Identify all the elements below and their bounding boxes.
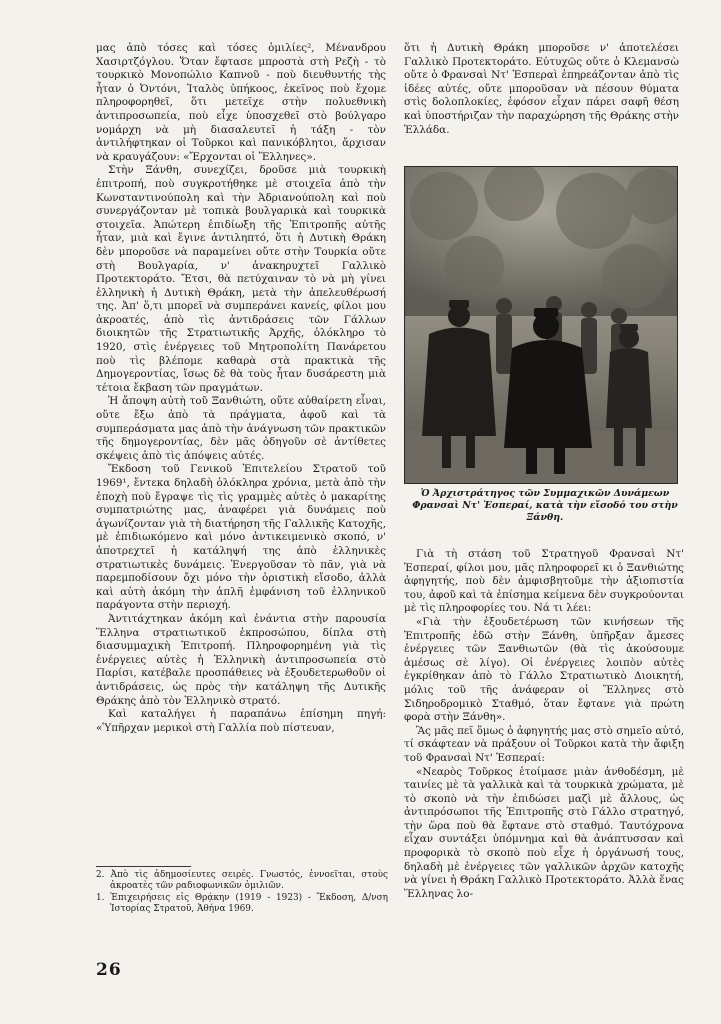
footnote: 1. Ἐπιχειρήσεις εἰς Θρᾴκην (1919 - 1923) - Ἔκδοση, Δ/νση Ἱστορίας Στρατοῦ, Ἀθήνα 1969. [96,892,388,915]
paragraph: «Γιὰ τὴν ἐξουδετέρωση τῶν κινήσεων τῆς Ἐπιτροπῆς ἐδῶ στὴν Ξάνθη, ὑπῆρξαν ἄμεσες ἐνέργειες τῶν Ξανθιωτῶν (θὰ τὶς ἀκούσουμε ἀμέσως σὲ λίγο). Οἱ ἐνέργειες λοιπὸν αὐτὲς ἐγκρίθηκαν ἀπὸ τὸ Γάλλο Στρατιωτικὸ Διοικητή, μόλις τοῦ τῆς ἀνάφεραν οἱ Ἕλληνες στὸ Σιδηροδρομικὸ Σταθμό, ὅταν ἔφτανε γιὰ πρώτη φορὰ στὴν Ξάνθη». [404,615,684,724]
paragraph: Ἔκδοση τοῦ Γενικοῦ Ἐπιτελείου Στρατοῦ τοῦ 1969¹, ἔντεκα δηλαδὴ ὁλόκληρα χρόνια, μετὰ ἀπὸ τὴν ἐποχὴ ποὺ ἔγραψε τὶς τὶς γραμμὲς αὐτὲς ὁ μακαρίτης συμπατριώτης μας, ἀναφέρει γιὰ δυνάμεις ποὺ ἀγωνίζονταν γιὰ τὴ διατήρηση τῆς Γαλλικῆς Κατοχῆς, μὲ ἐπιδιωκόμενο καὶ μόνο ἀντικειμενικὸ σκοπό, ν' ἀποτρεχτεῖ ἡ κατάληψή της ἀπὸ ἑλληνικὲς στρατιωτικὲς δυνάμεις. Ἐνεργοῦσαν τὸ πᾶν, γιὰ νὰ παρεμποδίσουν ὄχι μόνο τὴν ὁριστικὴ εἴσοδο, ἀλλὰ καὶ αὐτὴ ἀκόμη τὴν ἁπλῆ ἐμφάνιση τοῦ ἑλληνικοῦ παράγοντα στὴν περιοχή. [96,463,386,612]
paragraph: Ἂς μᾶς πεῖ ὅμως ὁ ἀφηγητής μας στὸ σημεῖο αὐτό, τί σκάφτεαν νὰ πράξουν οἱ Τοῦρκοι κατὰ τὴν ἄφιξη τοῦ Φρανσαὶ Ντ' Ἐσπεραί: [404,724,684,764]
paragraph: Ἀντιτάχτηκαν ἀκόμη καὶ ἐνάντια στὴν παρουσία Ἕλληνα στρατιωτικοῦ ἐκπροσώπου, δίπλα στὴ διασυμμαχικὴ Ἐπιτροπή. Πληροφορημένη γιὰ τὶς ἐνέργειες αὐτὲς ἡ Ἑλληνικὴ ἀντιπροσωπεία στὸ Παρίσι, κατέβαλε προσπάθειες νὰ ἐξουδετερωθοῦν οἱ ἀντιδράσεις, ὡς πρὸς τὴν κατάληψη τῆς Δυτικῆς Θράκης ἀπὸ τὸν Ἑλληνικὸ στρατό. [96,612,386,707]
paragraph: Ἡ ἄποψη αὐτὴ τοῦ Ξανθιώτη, οὔτε αὐθαίρετη εἶναι, οὔτε ἔξω ἀπὸ τὰ πράγματα, ἀφοῦ καὶ τὰ συμπεράσματα μας ἀπὸ τὴν ἀνάγνωση τῶν πρακτικῶν τῆς δημογεροντίας, δὲν μᾶς ὁδηγοῦν σὲ ἀντίθετες σκέψεις ἀπὸ τὶς ἀπόψεις αὐτές. [96,395,386,462]
page-number: 26 [96,960,122,980]
historical-photograph [404,166,678,484]
paragraph: ὅτι ἡ Δυτικὴ Θράκη μποροῦσε ν' ἀποτελέσει Γαλλικὸ Προτεκτοράτο. Εὐτυχῶς οὔτε ὁ Κλεμανσὼ οὔτε ὁ Φρανσαὶ Ντ' Ἐσπεραὶ ἐπηρεάζονταν ἀπὸ τὶς ἰδέες αὐτές, οὔτε μποροῦσαν νὰ πέσουν θύματα στὶς δολοπλοκίες, ἐφόσον εἶχαν πάρει σαφῆ θέση καὶ ὑποστήριζαν τὴν παραχώρηση τῆς Θράκης στὴν Ἑλλάδα. [404,42,679,136]
paragraph: Στὴν Ξάνθη, συνεχίζει, δροῦσε μιὰ τουρκικὴ ἐπιτροπή, ποὺ συγκροτήθηκε μὲ στοιχεῖα ἀπὸ τὴν Κωνσταντινούπολη καὶ τὴν Ἀδριανούπολη καὶ ποὺ συνεργάζονταν μὲ τοπικὰ βουλγαρικὰ καὶ τουρκικὰ στοιχεῖα. Ἀπώτερη ἐπιδίωξη τῆς Ἐπιτροπῆς αὐτῆς ἦταν, μιὰ καὶ ἔγινε ἀντιληπτό, ὅτι ἡ Δυτικὴ Θράκη δὲν μποροῦσε νὰ παραμείνει οὔτε στὴν Τουρκία οὔτε στὴ Βουλγαρία, ν' ἀνακηρυχτεῖ Γαλλικὸ Προτεκτοράτο. Ἔτσι, θὰ πετύχαιναν τὸ νὰ μὴ γίνει ἑλληνικὴ ἡ Δυτικὴ Θράκη, μετὰ τὴν ἀπελευθέρωσή της. Ἀπ' ὅ,τι μπορεῖ νὰ συμπεράνει κανείς, φίλοι μου ἀκροατές, ἀπὸ τὶς ἀντιδράσεις τῶν Γάλλων διοικητῶν τῆς Στρατιωτικῆς Ἀρχῆς, ὁλόκληρο τὸ 1920, στὶς ἐνέργειες τοῦ Μητροπολίτη Πανάρετου ποὺ τὶς βλέπομε καθαρὰ στὰ πρακτικὰ τῆς Δημογεροντίας, ἴσως δὲ θὰ τοὺς ἦταν δυσάρεστη μιὰ τέτοια ἔκβαση τῶν πραγμάτων. [96,164,386,394]
paragraph: «Νεαρὸς Τοῦρκος ἑτοίμασε μιὰν ἀνθοδέσμη, μὲ ταινίες μὲ τὰ γαλλικὰ καὶ τὰ τουρκικὰ χρώματα, μὲ τὸ σκοπὸ νὰ τὴν ἐπιδώσει μαζὶ μὲ ἄλλους, ὡς ἀντιπρόσωποι τῆς Ἐπιτροπῆς στὸ Γάλλο στρατηγό, τὴν ὥρα ποὺ θὰ ἔφτανε στὸ σταθμό. Ταυτόχρονα εἶχαν συντάξει ὑπόμνημα καὶ θὰ ἀνάπτυσσαν καὶ προφορικὰ τὸ σκοπὸ ποὺ εἶχε ἡ ὀργάνωσή τους, δηλαδὴ μὲ ἐνέργειες τῶν γαλλικῶν ἀρχῶν κατοχῆς νὰ γίνει ἡ Θράκη Γαλλικὸ Προτεκτοράτο. Ἀλλὰ ἕνας Ἕλληνας λο- [404,765,684,900]
paragraph: Καὶ καταλήγει ἡ παραπάνω ἐπίσημη πηγή: «Ὑπῆρχαν μερικοὶ στὴ Γαλλία ποὺ πίστευαν, [96,708,386,734]
right-text-column-bottom [404,548,684,901]
footnotes [96,870,388,916]
left-text-column [96,42,386,735]
paragraph: μας ἀπὸ τόσες καὶ τόσες ὁμιλίες², Μένανδρου Χασιρτζόγλου. Ὅταν ἔφτασε μπροστὰ στὴ Ρεζὴ - τὸ τουρκικὸ Μονοπώλιο Καπνοῦ - ποὺ διευθυντής τὴς ἦταν ὁ Ὀντόνι, Ἰταλὸς ὑπήκοος, ἐκεῖνος ποὺ ἔχομε πληροφορηθεῖ, ὅτι μετεῖχε στὴν πολυεθνικὴ ἀντιπροσωπεία, ποὺ εἶχε ὑποσχεθεῖ στὸ βούλγαρο νομάρχη νὰ μὴ διασαλευτεῖ ἡ τάξη - τὸν ἀντιλήφτηκαν οἱ Τοῦρκοι καὶ πανικόβλητοι, ἄρχισαν νὰ κραυγάζουν: «Ἔρχονται οἱ Ἕλληνες». [96,42,386,163]
right-text-column-top [404,42,679,137]
paragraph: Γιὰ τὴ στάση τοῦ Στρατηγοῦ Φρανσαὶ Ντ' Ἐσπεραί, φίλοι μου, μᾶς πληροφορεῖ κι ὁ Ξανθιώτης ἀφηγητής, ποὺ δὲν ἀμφισβητοῦμε τὴν ἀξιοπιστία του, ἀφοῦ καὶ τὰ ἐπίσημα κείμενα δὲν συγκρούονται μὲ τὶς πληροφορίες του. Νά τι λέει: [404,548,684,615]
footnote: 2. Ἀπὸ τὶς ἀδημοσίευτες σειρές. Γνωστός, ἐννοεῖται, στοὺς ἀκροατὲς τῶν ραδιοφωνικῶν ὁμιλιῶν. [96,870,388,892]
photo-caption: Ὁ Ἀρχιστράτηγος τῶν Συμμαχικῶν Δυνάμεων Φρανσαὶ Ντ' Ἐσπεραί, κατὰ τὴν εἴσοδό του στὴν Ξάνθη. [412,488,678,523]
footnote-divider [96,866,191,867]
